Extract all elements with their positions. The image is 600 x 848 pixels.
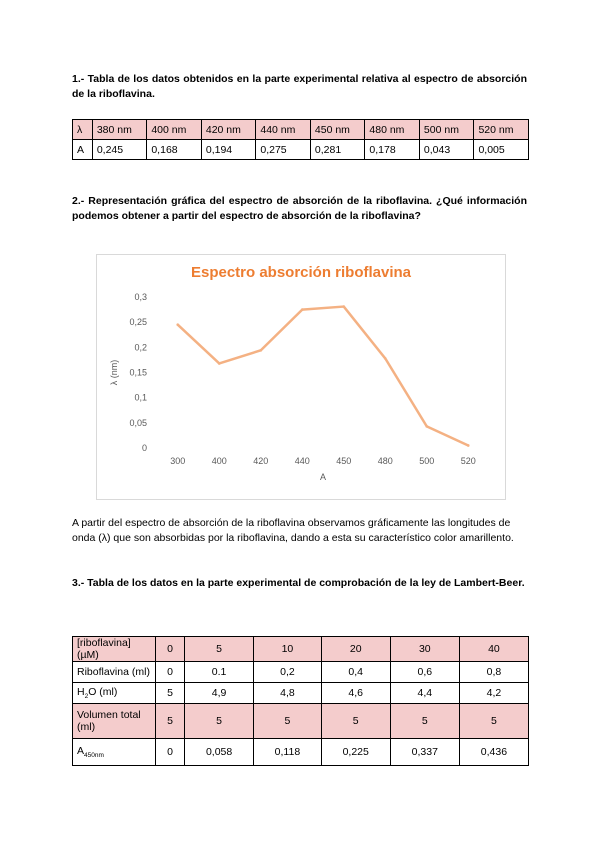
x-tick-label: 450 — [336, 456, 352, 466]
chart-title: Espectro absorción riboflavina — [190, 264, 412, 281]
table-cell: 0,043 — [419, 140, 474, 160]
y-tick-label: 0,25 — [129, 317, 147, 328]
table-cell: 30 — [390, 637, 459, 662]
section2-heading: 2.- Representación gráfica del espectro de absorción de la riboflavina. ¿Qué información podemos obtener a partir del espectro de absorción de la riboflavina? — [72, 195, 527, 222]
table-cell: 0,8 — [459, 662, 528, 683]
table-cell: 40 — [459, 637, 528, 662]
data-point — [467, 444, 470, 447]
x-tick-label: 500 — [419, 456, 435, 466]
y-tick-label: 0,2 — [134, 342, 147, 353]
table-cell: 0 — [156, 739, 185, 766]
table-cell: 440 nm — [256, 120, 311, 140]
data-point — [301, 308, 304, 311]
table-cell: 0,178 — [365, 140, 420, 160]
table-cell: 20 — [321, 637, 390, 662]
series-line — [178, 307, 469, 446]
label-main: A — [77, 744, 85, 757]
table-cell: 380 nm — [92, 120, 147, 140]
table-cell: A — [73, 140, 93, 160]
x-tick-label: 520 — [460, 456, 476, 466]
table-cell: 450 nm — [310, 120, 365, 140]
table-row — [73, 704, 529, 739]
y-tick-label: 0,05 — [129, 417, 147, 428]
table-cell: 5 — [254, 704, 322, 739]
table-cell: 0,337 — [390, 739, 459, 766]
table-cell: 5 — [156, 704, 185, 739]
data-point — [342, 305, 345, 308]
row-label: Riboflavina (ml) — [73, 662, 156, 683]
table-cell: 0.1 — [185, 662, 254, 683]
label-subscript: 2 — [84, 693, 89, 701]
table-cell: 500 nm — [419, 120, 474, 140]
table-cell: 5 — [156, 683, 185, 704]
x-tick-label: 420 — [253, 456, 269, 466]
table-cell: 4,2 — [459, 683, 528, 704]
table-cell: 5 — [459, 704, 528, 739]
table-cell: 420 nm — [201, 120, 256, 140]
label-subscript: 450nm — [84, 752, 104, 760]
table-row — [73, 120, 529, 140]
x-axis-label: A — [319, 472, 327, 482]
table-cell: 0,2 — [254, 662, 322, 683]
table-cell: λ — [73, 120, 93, 140]
data-point — [218, 362, 221, 365]
table-cell: 0,194 — [201, 140, 256, 160]
data-point — [384, 357, 387, 360]
table-cell: 0,005 — [474, 140, 529, 160]
x-tick-label: 400 — [211, 456, 227, 466]
row-label: [riboflavina] (µM) — [73, 637, 156, 662]
table-cell: 4,9 — [185, 683, 254, 704]
table-cell: 0,4 — [321, 662, 390, 683]
y-tick-label: 0,1 — [134, 392, 147, 403]
label-rest: O (ml) — [88, 685, 118, 698]
data-point — [259, 349, 262, 352]
x-tick-label: 440 — [294, 456, 310, 466]
x-tick-label: 300 — [170, 456, 186, 466]
row-label — [73, 683, 156, 704]
table-cell: 0 — [156, 662, 185, 683]
y-tick-label: 0,3 — [134, 292, 147, 302]
table-row — [73, 637, 529, 662]
table-cell: 5 — [390, 704, 459, 739]
table-row — [73, 140, 529, 160]
table-cell: 10 — [254, 637, 322, 662]
table-cell: 4,6 — [321, 683, 390, 704]
table-cell: 5 — [185, 637, 254, 662]
section2-paragraph: A partir del espectro de absorción de la riboflavina observamos gráficamente las longitudes de onda (λ) que son absorbidas por la riboflavina, dando a esta su característico color amarillento. — [72, 517, 514, 544]
table-cell: 5 — [321, 704, 390, 739]
table-cell: 480 nm — [365, 120, 420, 140]
row-label — [73, 739, 156, 766]
table-cell: 0,436 — [459, 739, 528, 766]
x-tick-label: 480 — [377, 456, 393, 466]
table-cell: 0,118 — [254, 739, 322, 766]
table-cell: 0,6 — [390, 662, 459, 683]
section1-heading: 1.- Tabla de los datos obtenidos en la parte experimental relativa al espectro de absorción de la riboflavina. — [72, 73, 527, 100]
table-cell: 4,8 — [254, 683, 322, 704]
chart-svg — [97, 255, 505, 499]
row-label: Volumen total (ml) — [73, 704, 156, 739]
table-cell: 0,168 — [147, 140, 202, 160]
table-row — [73, 739, 529, 766]
table-row — [73, 662, 529, 683]
table-cell: 400 nm — [147, 120, 202, 140]
table-row — [73, 683, 529, 704]
table-cell: 4,4 — [390, 683, 459, 704]
table-cell: 0,225 — [321, 739, 390, 766]
absorption-data-table — [72, 119, 529, 160]
label-main: H — [77, 685, 85, 698]
section3-heading: 3.- Tabla de los datos en la parte experimental de comprobación de la ley de Lambert-Beer. — [72, 577, 525, 589]
data-point — [176, 323, 179, 326]
table-cell: 0,275 — [256, 140, 311, 160]
y-axis-label: λ (nm) — [109, 359, 119, 386]
table-cell: 520 nm — [474, 120, 529, 140]
table-cell: 0,281 — [310, 140, 365, 160]
absorption-chart — [96, 254, 506, 500]
table-cell: 0,245 — [92, 140, 147, 160]
y-tick-label: 0 — [141, 443, 147, 453]
table-cell: 0 — [156, 637, 185, 662]
table-cell: 0,058 — [185, 739, 254, 766]
data-point — [425, 425, 428, 428]
lambert-beer-table — [72, 636, 529, 766]
y-tick-label: 0,15 — [129, 367, 147, 378]
table-cell: 5 — [185, 704, 254, 739]
